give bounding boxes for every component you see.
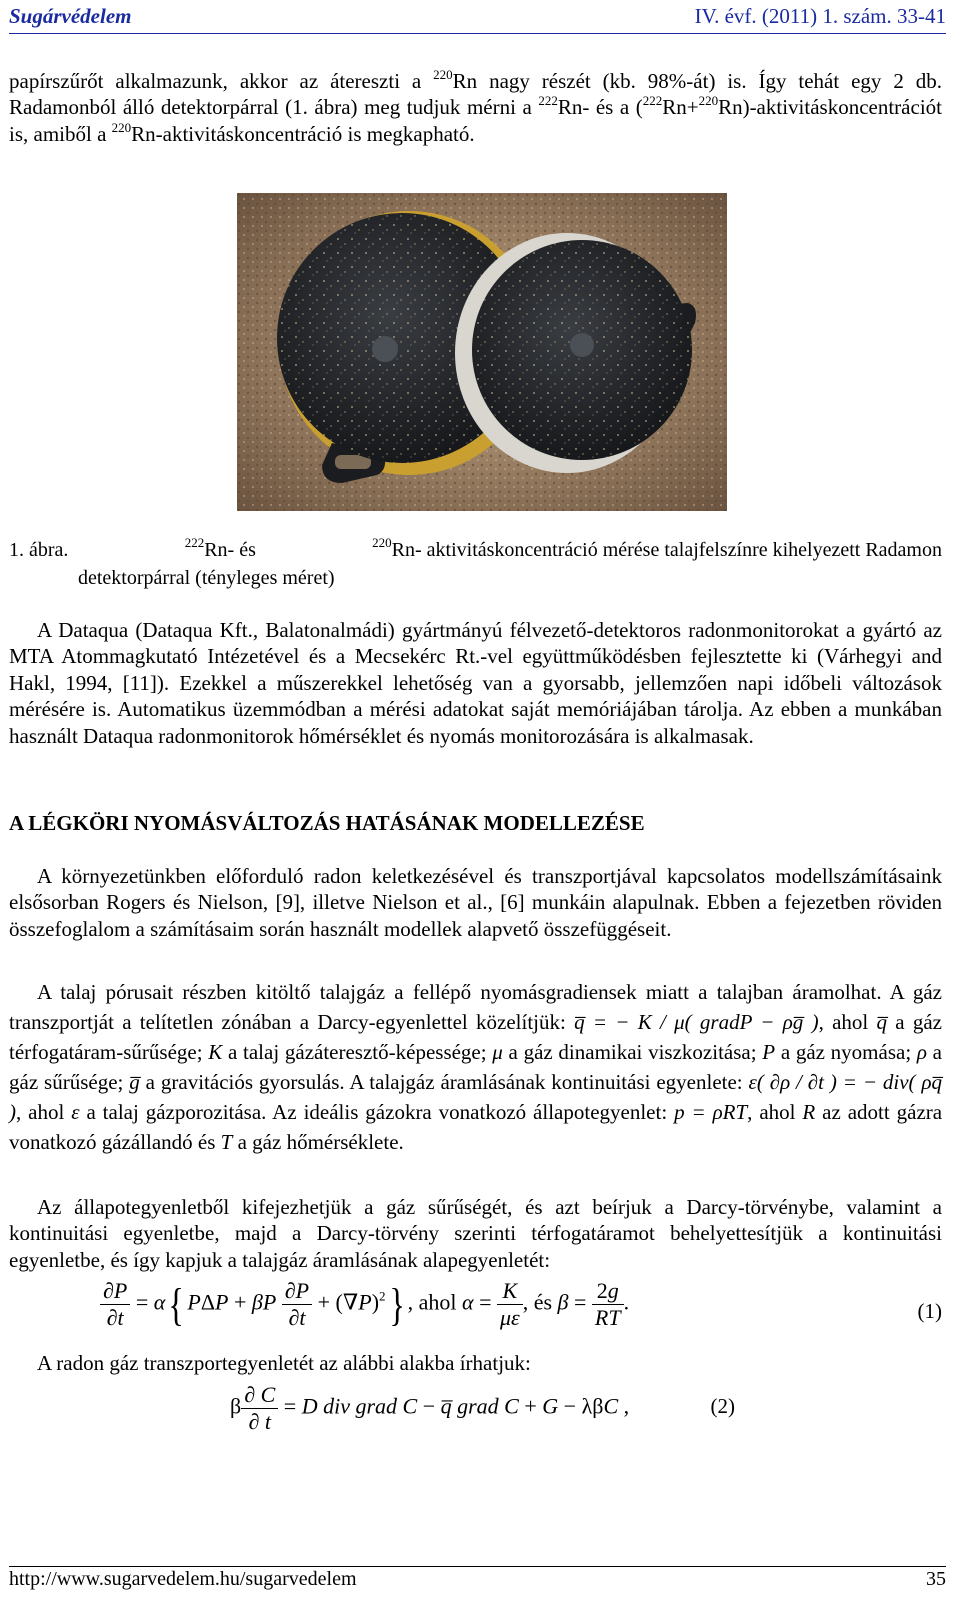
footer-url[interactable]: http://www.sugarvedelem.hu/sugarvedelem: [9, 1568, 357, 1590]
equation-state: p = ρRT: [674, 1100, 748, 1124]
equation-1: $\frac{\partial P}{\partial t}$ = α{ PΔP + βP $\frac{\partial P}{\partial t}$ + $(\nabla P)^2$} , ahol α = $\frac{K}{\mu\varepsilon}$ , és β = $\frac{2g}{RT}$ .: [100, 1278, 629, 1331]
paragraph-top-text: papírszűrőt alkalmazunk, akkor az átereszti a $^{220}$Rn nagy részét (kb. 98%-át) is. Így tehát egy 2 db. Radamonból álló detektorpárral (1. ábra) meg tudjuk mérni a $^{222}$Rn- és a ($^{222}$Rn+$^{220}$Rn)-aktivitáskoncentrációt is, amiből a $^{220}$Rn-aktivitáskoncentráció is megkapható.: [9, 67, 942, 146]
header-rule: [9, 33, 946, 34]
paragraph-darcy: A talaj pórusait részben kitöltő talajgáz a fellépő nyomásgradiensek miatt a talajban áramolhat. A gáz transzportját a telítetlen zónában a Darcy-egyenlettel közelítjük: q̅ = − K / μ( gradP − ρg̅ ), ahol q̅ a gáz térfogatáram-sűrűsége; K a talaj gázáteresztő-képessége; μ a gáz dinamikai viszkozitása; P a gáz nyomása; ρ a gáz sűrűsége; g̅ a gravitációs gyorsulás. A talajgáz áramlásának kontinuitási egyenlete: ε( ∂ρ / ∂t ) = − div( ρq̅ ), ahol ε a talaj gázporozitása. Az ideális gázokra vonatkozó állapotegyenlet: p = ρRT, ahol R az adott gázra vonatkozó gázállandó és T a gáz hőmérséklete.: [9, 980, 943, 1154]
equation-1-number: (1): [917, 1299, 942, 1323]
footer: [9, 1568, 946, 1591]
figure-1-photo: [237, 193, 727, 511]
equation-continuity: ε( ∂ρ / ∂t ) = − div( ρq̅ ): [9, 1070, 943, 1124]
section-heading: A LÉGKÖRI NYOMÁSVÁLTOZÁS HATÁSÁNAK MODELLEZÉSE: [9, 811, 645, 835]
journal-title: Sugárvédelem: [9, 3, 132, 28]
paragraph-models: A környezetünkben előforduló radon keletkezésével és transzportjával kapcsolatos modellszámításaink elsősorban Rogers és Nielson, [9], illetve Nielson et al., [6] munkáin alapulnak. Ebben a fejezetben röviden összefoglalom a számításaim során használt modellek alapvető összefüggéseit.: [9, 864, 942, 941]
footer-rule: [9, 1566, 946, 1567]
paragraph-state: Az állapotegyenletből kifejezhetjük a gáz sűrűségét, és azt beírjuk a Darcy-törvénybe, valamint a kontinuitási egyenletbe, majd a Darcy-törvény szerinti térfogatáramot behelyettesítjük a kontinuitási egyenletbe, és így kapjuk a talajgáz áramlásának alapegyenletét:: [9, 1195, 942, 1272]
paragraph-radon: A radon gáz transzportegyenletét az alábbi alakba írhatjuk:: [37, 1351, 531, 1375]
page-number: 35: [926, 1568, 946, 1590]
paragraph-top: [9, 68, 942, 147]
equation-2: β $\frac{\partial C}{\partial t}$ = D div grad C − q̅ grad C + G − λβC ,: [230, 1382, 630, 1434]
paragraph-dataqua: A Dataqua (Dataqua Kft., Balatonalmádi) gyártmányú félvezető-detektoros radonmonitorokat a gyártó az MTA Atommagkutató Intézetével és a Mecsekérc Rt.-vel együttműködésben fejlesztette ki (Várhegyi and Hakl, 1994, [11]). Ezekkel a műszerekkel lehetőség van a gyorsabb, jellemzően napi időbeli változások mérésére is. Automatikus üzemmódban a mérési adatokat saját memóriájában tárolja. Az ebben a munkában használt Dataqua radonmonitorok hőmérséklet és nyomás monitorozására is alkalmasak.: [9, 618, 942, 748]
equation-darcy: q̅ = − K / μ( gradP − ρg̅ ): [574, 1010, 819, 1034]
running-header: [9, 2, 946, 30]
equation-2-number: (2): [710, 1394, 735, 1418]
issue-info: IV. évf. (2011) 1. szám. 33-41: [694, 3, 946, 28]
figure-label: 1. ábra.: [9, 539, 69, 561]
figure-caption: 1. ábra. $^{222}$Rn- és $^{220}$Rn- aktivitáskoncentráció mérése talajfelszínre kihelyezett Radamon detektorpárral (tényleges méret): [9, 535, 942, 589]
